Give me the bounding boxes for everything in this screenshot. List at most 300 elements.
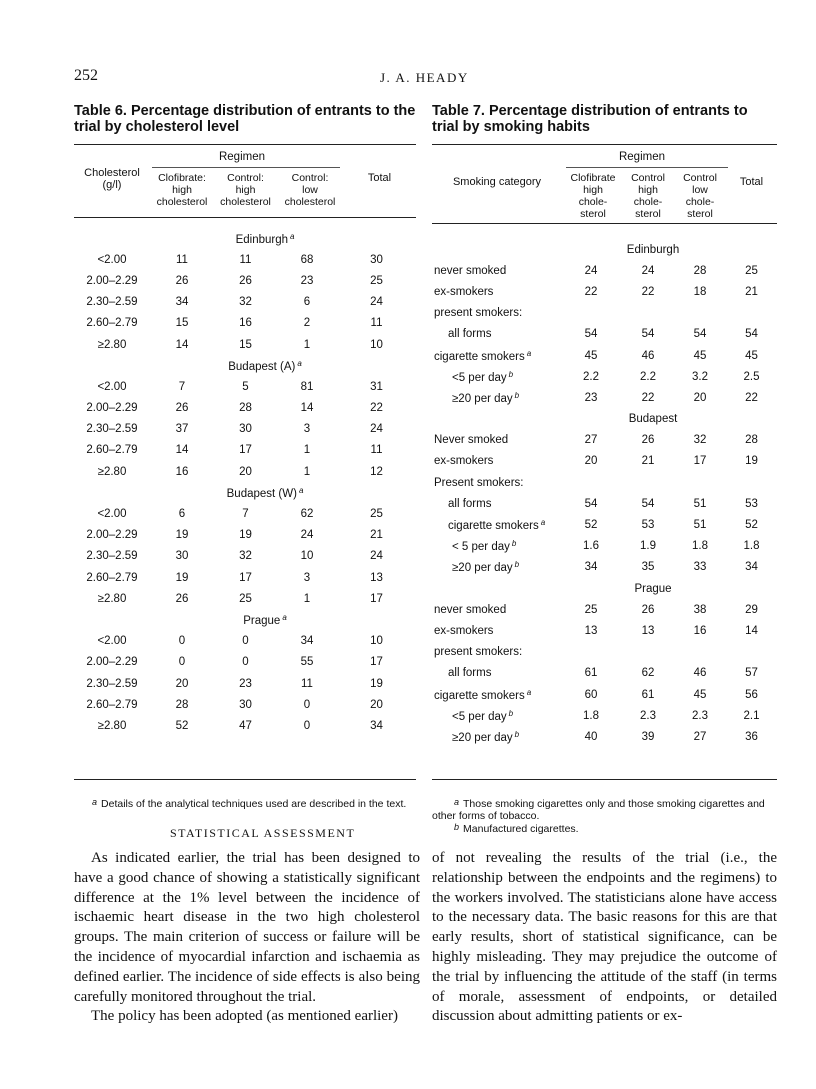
table-cell: 1.8 xyxy=(692,540,708,553)
table-cell: 20 xyxy=(175,677,189,690)
table-cell: 47 xyxy=(239,719,252,732)
table-row xyxy=(434,599,777,620)
table-cell: 0 xyxy=(242,656,249,669)
table-row xyxy=(434,536,777,557)
table-cell: 25 xyxy=(745,264,758,277)
table-cell: 6 xyxy=(303,296,311,309)
table-cell: 17 xyxy=(239,444,252,457)
table-row xyxy=(74,419,416,440)
table6-header-total: Total xyxy=(367,172,392,184)
table-cell: 25 xyxy=(239,592,252,605)
table-cell: 26 xyxy=(239,274,252,287)
table-cell: 62 xyxy=(300,508,314,521)
footnote-mark: b xyxy=(514,560,520,570)
table-cell: 2.3 xyxy=(692,709,708,722)
table-cell: 61 xyxy=(641,688,655,701)
footnote-mark: a xyxy=(290,231,295,241)
header-line: low xyxy=(302,184,318,196)
table-row xyxy=(74,652,416,673)
table-cell: 7 xyxy=(178,380,186,393)
row-label: 2.30–2.59 xyxy=(86,423,138,436)
table-cell: 61 xyxy=(584,667,598,680)
table-cell xyxy=(674,303,726,324)
table-cell: 13 xyxy=(370,571,383,584)
row-label: <2.00 xyxy=(97,380,127,393)
row-label: <2.00 xyxy=(97,635,127,648)
group-name: Budapest (A) xyxy=(228,360,296,373)
table6-header-control-low xyxy=(277,172,343,208)
row-label: 2.30–2.59 xyxy=(86,550,138,563)
row-label xyxy=(434,536,560,557)
group-heading xyxy=(74,228,416,249)
table-cell: 68 xyxy=(300,253,314,266)
header-line: Clofibrate xyxy=(570,172,616,184)
table-cell: 17 xyxy=(370,592,383,605)
table-cell: 45 xyxy=(584,349,598,362)
row-label-text: ≥20 per day xyxy=(452,731,513,744)
table-cell: 60 xyxy=(584,688,598,701)
table-cell: 11 xyxy=(370,317,383,330)
table6-regimen-rule xyxy=(152,167,340,168)
table6-body xyxy=(74,228,416,737)
row-label-text: cigarette smokers xyxy=(434,350,525,363)
group-heading-row xyxy=(74,228,416,249)
table-cell: 24 xyxy=(300,529,314,542)
table-cell: 34 xyxy=(175,296,189,309)
group-name: Budapest (W) xyxy=(226,487,297,500)
table-cell: 34 xyxy=(745,561,758,574)
table-cell: 26 xyxy=(175,274,189,287)
table-cell: 34 xyxy=(370,719,383,732)
row-label: 2.60–2.79 xyxy=(86,444,138,457)
row-label xyxy=(434,324,560,345)
table-cell: 30 xyxy=(239,698,252,711)
table7-header-total: Total xyxy=(739,176,764,188)
table-cell: 54 xyxy=(584,328,598,341)
table-cell: 10 xyxy=(300,550,314,563)
row-label-text: ex-smokers xyxy=(434,624,494,637)
table7-header-clofibrate-high xyxy=(562,172,624,220)
header-line: Control: xyxy=(227,172,264,184)
body-paragraph: As indicated earlier, the trial has been designed to have a good chance of showing a statistically significant difference at the 1% level between the incidence of ischaemic heart disease in the two high cholesterol groups. The main criterion of success or failure will be the incidence of myocardial infarction and ischaemia as defined earlier. The incidence of side effects is also being carefully monitored throughout the trial. xyxy=(74,850,420,1005)
table-cell: 19 xyxy=(370,677,383,690)
footnote-text: Manufactured cigarettes. xyxy=(463,823,579,835)
table-cell: 23 xyxy=(239,677,252,690)
header-line: chole- xyxy=(578,196,608,208)
table-cell xyxy=(560,472,622,493)
table-cell: 24 xyxy=(641,264,655,277)
row-label-text: present smokers: xyxy=(434,646,523,659)
body-column-left xyxy=(74,849,420,1027)
table-row xyxy=(434,430,777,451)
footnote-mark: a xyxy=(526,348,532,358)
row-label: ≥2.80 xyxy=(97,719,127,732)
footnote-mark: a xyxy=(526,687,532,697)
table-cell: 20 xyxy=(239,465,252,478)
table-row xyxy=(434,260,777,281)
table-cell: 28 xyxy=(745,434,758,447)
table-row xyxy=(74,694,416,715)
table-cell: 54 xyxy=(693,328,707,341)
table7-footnote-b xyxy=(432,821,777,835)
row-label xyxy=(434,281,560,302)
row-label-text: ≥20 per day xyxy=(452,562,513,575)
table-cell: 62 xyxy=(641,667,655,680)
table-cell: 38 xyxy=(693,603,707,616)
row-label-text: Never smoked xyxy=(434,434,509,447)
row-label-text: present smokers: xyxy=(434,307,523,320)
table-cell: 34 xyxy=(300,635,314,648)
table-row xyxy=(74,398,416,419)
row-label xyxy=(434,514,560,535)
table-cell: 19 xyxy=(175,571,189,584)
row-label xyxy=(434,345,560,366)
header-line: high xyxy=(172,184,192,196)
row-label xyxy=(434,599,560,620)
table-cell: 14 xyxy=(175,444,189,457)
table-row xyxy=(74,588,416,609)
table-cell: 20 xyxy=(370,698,383,711)
section-heading: STATISTICAL ASSESSMENT xyxy=(170,826,356,840)
header-line: Control: xyxy=(291,172,329,184)
table-cell: 19 xyxy=(745,455,758,468)
header-line: high xyxy=(235,184,256,196)
row-label xyxy=(434,387,560,408)
table-cell: 14 xyxy=(175,338,189,351)
table-cell: 0 xyxy=(303,698,311,711)
row-label-text: Present smokers: xyxy=(434,476,524,489)
table-cell: 24 xyxy=(370,423,383,436)
table-cell: 25 xyxy=(584,603,598,616)
table-row xyxy=(74,270,416,291)
row-label: 2.30–2.59 xyxy=(86,296,138,309)
table-cell: 32 xyxy=(239,296,252,309)
table7-regimen-rule xyxy=(566,167,728,168)
table-cell: 27 xyxy=(693,730,707,743)
footnote-mark: b xyxy=(514,390,520,400)
footnote-mark: a xyxy=(282,612,287,622)
table-cell: 45 xyxy=(693,349,707,362)
table-cell: 11 xyxy=(176,253,188,266)
table-row xyxy=(74,546,416,567)
table-row xyxy=(434,387,777,408)
group-heading xyxy=(74,609,416,630)
table-cell: 15 xyxy=(239,338,252,351)
row-label: 2.00–2.29 xyxy=(86,274,138,287)
table-cell: 20 xyxy=(693,391,707,404)
table-cell: 1 xyxy=(303,338,311,351)
row-label-text: cigarette smokers xyxy=(448,520,539,533)
table-cell: 10 xyxy=(370,338,383,351)
row-label-text: <5 per day xyxy=(452,371,507,384)
table6-header-clofibrate-high xyxy=(150,172,214,208)
table-row xyxy=(434,514,777,535)
table-cell xyxy=(560,303,622,324)
group-name: Budapest xyxy=(628,413,678,426)
table-row xyxy=(434,303,777,324)
group-heading-row xyxy=(74,355,416,376)
table-cell: 57 xyxy=(745,667,758,680)
row-label-text: ≥20 per day xyxy=(452,392,513,405)
group-heading xyxy=(74,355,416,376)
table-cell: 53 xyxy=(745,497,758,510)
table-cell: 2 xyxy=(303,317,311,330)
table-cell: 39 xyxy=(641,730,655,743)
table-row xyxy=(434,705,777,726)
row-label-text: never smoked xyxy=(434,264,507,277)
table-row xyxy=(434,663,777,684)
table-cell: 2.2 xyxy=(583,370,599,383)
header-line: sterol xyxy=(580,208,606,220)
row-label-text: never smoked xyxy=(434,603,507,616)
body-column-right xyxy=(432,849,777,1027)
table-row xyxy=(434,726,777,747)
group-heading-row xyxy=(434,578,777,599)
table-row xyxy=(434,472,777,493)
row-label xyxy=(434,663,560,684)
row-label-text: all forms xyxy=(448,328,492,341)
table-cell: 30 xyxy=(370,253,383,266)
header-line: chole- xyxy=(633,196,663,208)
table-cell: 1 xyxy=(303,444,311,457)
table-cell: 0 xyxy=(303,719,311,732)
footnote-text: Those smoking cigarettes only and those smoking cigarettes and other forms of tobacco. xyxy=(432,798,765,822)
group-name: Prague xyxy=(634,582,672,595)
row-label xyxy=(434,726,560,747)
row-label xyxy=(434,472,560,493)
table-cell: 28 xyxy=(239,402,252,415)
footnote-text: Details of the analytical techniques used are described in the text. xyxy=(101,798,407,810)
table-cell: 17 xyxy=(370,656,383,669)
table-cell: 1.6 xyxy=(583,540,599,553)
footnote-mark: b xyxy=(511,539,517,549)
footnote-mark: a xyxy=(540,518,546,528)
table-cell: 17 xyxy=(693,455,707,468)
table-row xyxy=(74,673,416,694)
table-cell: 26 xyxy=(641,603,655,616)
table7-top-rule xyxy=(432,144,777,145)
table7-header-control-low xyxy=(674,172,726,220)
row-label xyxy=(434,642,560,663)
footnote-mark: b xyxy=(508,369,514,379)
row-label: ≥2.80 xyxy=(97,338,127,351)
table-row xyxy=(434,281,777,302)
group-name: Edinburgh xyxy=(235,233,289,246)
table-cell: 28 xyxy=(693,264,707,277)
row-label: 2.30–2.59 xyxy=(86,677,138,690)
header-line: cholesterol xyxy=(156,196,208,208)
table-cell: 16 xyxy=(693,624,707,637)
body-paragraph: The policy has been adopted (as mentioned earlier) xyxy=(91,1008,398,1025)
table-cell: 54 xyxy=(641,328,655,341)
table-row xyxy=(74,334,416,355)
row-label-text: all forms xyxy=(448,497,492,510)
table6-header-rule xyxy=(74,217,416,218)
table-cell: 22 xyxy=(641,285,655,298)
row-label xyxy=(434,366,560,387)
table-cell: 21 xyxy=(370,529,383,542)
row-label xyxy=(434,620,560,641)
row-label: ≥2.80 xyxy=(97,465,127,478)
table-cell: 24 xyxy=(370,296,383,309)
table-cell: 32 xyxy=(239,550,252,563)
footnote-mark: a xyxy=(298,485,304,495)
header-line: high xyxy=(638,184,658,196)
table-row xyxy=(434,451,777,472)
table-cell: 25 xyxy=(370,274,383,287)
footnote-mark: b xyxy=(508,708,514,718)
table-cell: 34 xyxy=(584,561,598,574)
row-label-text: ex-smokers xyxy=(434,455,494,468)
table-cell: 0 xyxy=(242,635,249,648)
table7-caption: Table 7. Percentage distribution of entrants to trial by smoking habits xyxy=(432,103,748,135)
row-label xyxy=(434,684,560,705)
table7-bottom-rule xyxy=(432,779,777,780)
table-cell: 2.5 xyxy=(743,370,760,383)
table6-caption: Table 6. Percentage distribution of entrants to the trial by cholesterol level xyxy=(74,103,416,135)
table-cell xyxy=(726,642,777,663)
table-row xyxy=(74,440,416,461)
table-cell: 51 xyxy=(693,519,707,532)
table-cell: 51 xyxy=(693,497,707,510)
group-heading-row xyxy=(434,239,777,260)
table-cell xyxy=(560,642,622,663)
row-label xyxy=(434,705,560,726)
header-line: Clofibrate: xyxy=(158,172,206,184)
table-row xyxy=(74,376,416,397)
table-cell xyxy=(622,642,674,663)
table-row xyxy=(74,292,416,313)
row-label-text: <5 per day xyxy=(452,710,507,723)
row-label-text: all forms xyxy=(448,667,492,680)
table-cell: 16 xyxy=(239,317,252,330)
table7-header-control-high xyxy=(622,172,674,220)
header-line: sterol xyxy=(635,208,661,220)
table-row xyxy=(74,525,416,546)
row-label: 2.00–2.29 xyxy=(86,529,138,542)
table-cell: 11 xyxy=(301,677,313,690)
table-cell: 3 xyxy=(303,571,311,584)
table-row xyxy=(434,366,777,387)
table-row xyxy=(434,557,777,578)
table-cell: 25 xyxy=(370,508,383,521)
header-line: (g/l) xyxy=(102,179,122,191)
group-heading-row xyxy=(74,482,416,503)
table7-header-smoking-category: Smoking category xyxy=(452,176,542,188)
table-cell: 54 xyxy=(584,497,598,510)
table-cell: 2.1 xyxy=(743,709,760,722)
header-line: sterol xyxy=(687,208,713,220)
table-row xyxy=(74,715,416,736)
row-label: 2.60–2.79 xyxy=(86,317,138,330)
row-label xyxy=(434,557,560,578)
table-row xyxy=(74,249,416,270)
row-label: 2.00–2.29 xyxy=(86,402,138,415)
table-row xyxy=(74,313,416,334)
table-cell: 31 xyxy=(370,380,383,393)
header-line: chole- xyxy=(685,196,715,208)
table-cell: 11 xyxy=(370,444,383,457)
table-cell: 17 xyxy=(239,571,252,584)
footnote-mark: a xyxy=(92,797,98,807)
table-cell: 1.8 xyxy=(583,709,599,722)
table-cell: 2.2 xyxy=(640,370,656,383)
table-cell: 21 xyxy=(641,455,655,468)
table-row xyxy=(434,345,777,366)
table-cell: 26 xyxy=(175,592,189,605)
table-cell: 2.3 xyxy=(640,709,656,722)
table-cell: 56 xyxy=(745,688,758,701)
table-cell: 10 xyxy=(370,635,383,648)
table-cell: 22 xyxy=(370,402,383,415)
table-cell: 46 xyxy=(693,667,707,680)
table-cell xyxy=(674,472,726,493)
table-cell: 30 xyxy=(239,423,252,436)
table-cell: 26 xyxy=(175,402,189,415)
table-cell: 1 xyxy=(303,592,311,605)
group-heading xyxy=(434,239,777,260)
header-line: cholesterol xyxy=(284,196,336,208)
row-label: <2.00 xyxy=(97,508,127,521)
table-cell: 22 xyxy=(641,391,655,404)
group-heading xyxy=(74,482,416,503)
table-cell: 27 xyxy=(584,434,598,447)
group-heading-row xyxy=(74,609,416,630)
table-cell: 30 xyxy=(175,550,189,563)
row-label xyxy=(434,260,560,281)
table-cell: 3.2 xyxy=(692,370,708,383)
footnote-mark: a xyxy=(297,358,302,368)
table-cell: 12 xyxy=(370,465,383,478)
page-number: 252 xyxy=(74,67,98,84)
table-cell: 21 xyxy=(745,285,758,298)
table-cell: 22 xyxy=(584,285,598,298)
table-cell: 54 xyxy=(641,497,655,510)
table-cell: 37 xyxy=(175,423,189,436)
header-line: Cholesterol xyxy=(84,167,140,179)
table-cell: 53 xyxy=(641,519,655,532)
footnote-mark: b xyxy=(454,822,460,832)
table7-header-regimen: Regimen xyxy=(618,151,666,163)
table-cell xyxy=(726,303,777,324)
table-cell: 26 xyxy=(641,434,655,447)
group-heading xyxy=(434,409,777,430)
table-cell xyxy=(622,303,674,324)
table-cell: 0 xyxy=(178,656,186,669)
row-label: 2.60–2.79 xyxy=(86,571,138,584)
table-cell: 46 xyxy=(641,349,655,362)
body-paragraph: of not revealing the results of the trial (i.e., the relationship between the endpoints and the regimens) to the workers involved. The statisticians alone have access to the necessary data. The basic reasons for this are that early results, short of statistical significance, can be highly misleading. They may prejudice the outcome of the trial by influencing the attitude of the staff (in terms of morale, assessment of endpoints, or detailed discussion about admitting patients or ex- xyxy=(432,850,777,1025)
row-label xyxy=(434,430,560,451)
header-line: high xyxy=(583,184,603,196)
group-heading xyxy=(434,578,777,599)
table6-footnote xyxy=(74,796,419,810)
group-name: Edinburgh xyxy=(626,243,680,256)
table-cell: 13 xyxy=(584,624,598,637)
table6-top-rule xyxy=(74,144,416,145)
table-cell: 33 xyxy=(693,561,707,574)
table7-header-rule xyxy=(432,223,777,224)
row-label xyxy=(434,303,560,324)
row-label-text: cigarette smokers xyxy=(434,689,525,702)
table-cell: 6 xyxy=(178,508,186,521)
table6-header-regimen: Regimen xyxy=(218,151,266,163)
table-cell: 1.9 xyxy=(640,540,656,553)
header-line: Control xyxy=(683,172,717,184)
table-cell: 55 xyxy=(300,656,314,669)
table6-header-control-high xyxy=(214,172,277,208)
header-line: Control xyxy=(631,172,665,184)
